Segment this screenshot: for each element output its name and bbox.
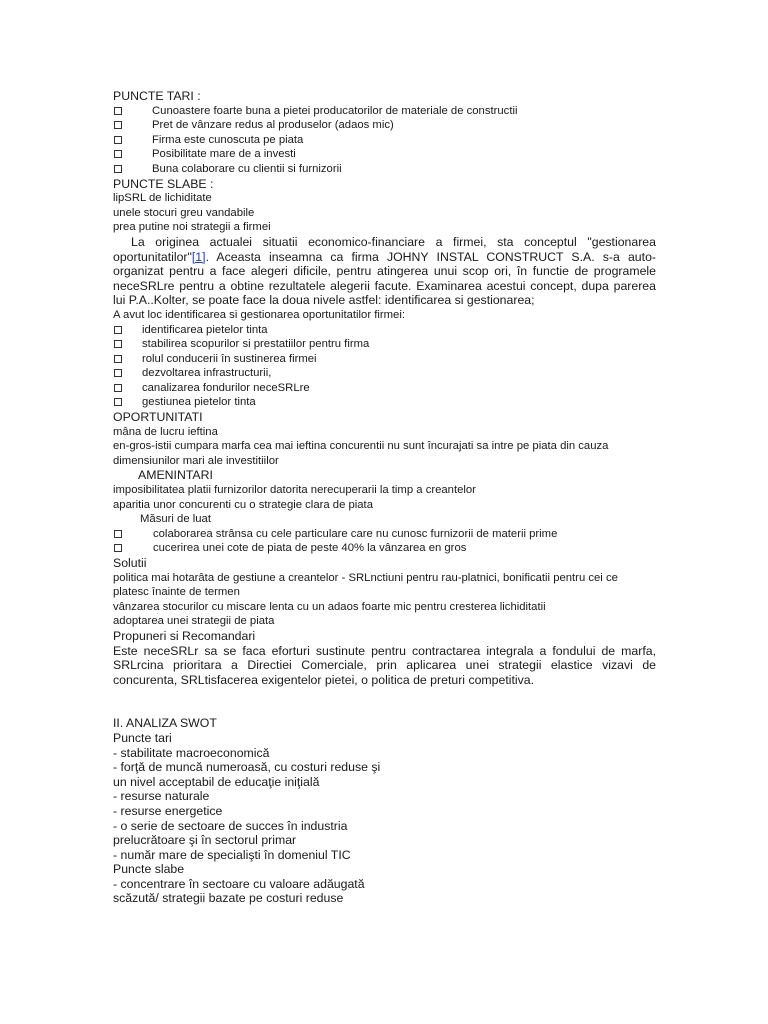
- checkbox-bullet-icon: [114, 530, 122, 538]
- strength-item: Buna colaborare cu clientii si furnizorii: [113, 162, 656, 177]
- checkbox-bullet-icon: [114, 121, 122, 129]
- swot-weakness-line: - concentrare în sectoare cu valoare adăugată: [113, 876, 365, 891]
- opportunities-title: OPORTUNITATI: [113, 410, 203, 425]
- strength-item: Firma este cunoscuta pe piata: [113, 133, 656, 148]
- checkbox-bullet-icon: [114, 326, 122, 334]
- spacer: [113, 687, 656, 716]
- solution-item: politica mai hotarâta de gestiune a creantelor - SRLnctiuni pentru rau-platnici, bonificatii pentru cei ce platesc înainte de termen: [113, 571, 618, 599]
- checkbox-bullet-icon: [114, 384, 122, 392]
- footnote-link[interactable]: [1]: [191, 249, 206, 264]
- checkbox-bullet-icon: [114, 544, 122, 552]
- identification-item: stabilirea scopurilor si prestatiilor pentru firma: [113, 337, 656, 352]
- swot-strengths-title: Puncte tari: [113, 730, 172, 745]
- checkbox-bullet-icon: [114, 355, 122, 363]
- swot-title: II. ANALIZA SWOT: [113, 716, 217, 731]
- checkbox-bullet-icon: [114, 136, 122, 144]
- checkbox-bullet-icon: [114, 398, 122, 406]
- proposals-title: Propuneri si Recomandari: [113, 628, 256, 643]
- checkbox-bullet-icon: [114, 150, 122, 158]
- checkbox-bullet-icon: [114, 340, 122, 348]
- proposals-paragraph: Este neceSRLr sa se faca eforturi sustinute pentru contractarea integrala a fondului de marfa, SRLrcina prioritara a Directiei Comerciale, prin aplicarea unei strategii elastice vizavi de concurenta, SRLtisfacerea exigentelor pietei, o politica de preturi competitiva.: [113, 643, 656, 687]
- document-page: [113, 89, 656, 906]
- weaknesses-title: PUNCTE SLABE :: [113, 176, 214, 191]
- threat-item: imposibilitatea platii furnizorilor datorita nerecuperarii la timp a creantelor: [113, 484, 476, 497]
- swot-weaknesses-title: Puncte slabe: [113, 862, 185, 877]
- weakness-item: unele stocuri greu vandabile: [113, 206, 255, 219]
- origin-paragraph: La originea actualei situatii economico-financiare a firmei, sta conceptul "gestionarea oportunitatilor"[1]. Aceasta inseamna ca firma JOHNY INSTAL CONSTRUCT S.A. s-a auto-organizat pentru a face alegeri dificile, pentru atingerea unui scop ori, în functie de programele neceSRLre pentru a obtine rezultatele alegerii facute. Examinarea acestui concept, dupa parerea lui P.A..Kolter, se poate face la doua nivele astfel: identificarea si gestionarea;: [113, 234, 656, 308]
- swot-strength-line: - stabilitate macroeconomică: [113, 745, 270, 760]
- identification-intro: A avut loc identificarea si gestionarea oportunitatilor firmei:: [113, 308, 405, 321]
- solutions-title: Solutii: [113, 556, 147, 570]
- threat-item: aparitia unor concurenti cu o strategie clara de piata: [113, 498, 373, 511]
- measure-item: cucerirea unei cote de piata de peste 40% la vânzarea en gros: [113, 541, 656, 556]
- swot-strength-line: - număr mare de specialişti în domeniul TIC: [113, 847, 351, 862]
- strength-item: Posibilitate mare de a investi: [113, 147, 656, 162]
- strengths-title: PUNCTE TARI :: [113, 89, 201, 103]
- strength-item: Pret de vânzare redus al produselor (adaos mic): [113, 118, 656, 133]
- swot-strength-line: - forţă de muncă numeroasă, cu costuri reduse şi: [113, 760, 381, 775]
- checkbox-bullet-icon: [114, 369, 122, 377]
- strength-item: Cunoastere foarte buna a pietei producatorilor de materiale de constructii: [113, 104, 656, 119]
- swot-weakness-line: scăzută/ strategii bazate pe costuri reduse: [113, 891, 344, 906]
- identification-item: identificarea pietelor tinta: [113, 323, 656, 338]
- measure-item: colaborarea strânsa cu cele particulare care nu cunosc furnizorii de materii prime: [113, 527, 656, 542]
- swot-strength-line: - resurse energetice: [113, 803, 223, 818]
- checkbox-bullet-icon: [114, 165, 122, 173]
- checkbox-bullet-icon: [114, 107, 122, 115]
- solution-item: adoptarea unei strategii de piata: [113, 615, 275, 628]
- weakness-item: lipSRL de lichiditate: [113, 192, 212, 205]
- measures-title: Măsuri de luat: [140, 513, 211, 526]
- solution-item: vânzarea stocurilor cu miscare lenta cu un adaos foarte mic pentru cresterea lichiditatii: [113, 600, 546, 613]
- swot-strength-line: - o serie de sectoare de succes în industria: [113, 818, 348, 833]
- opportunity-item: en-gros-istii cumpara marfa cea mai ieftina concurentii nu sunt încurajati sa intre pe piata din cauza dimensiunilor mari ale investitiilor: [113, 440, 609, 467]
- opportunity-item: mâna de lucru ieftina: [113, 425, 218, 438]
- threats-title: AMENINTARI: [138, 468, 213, 483]
- identification-item: canalizarea fondurilor neceSRLre: [113, 381, 656, 396]
- swot-strength-line: un nivel acceptabil de educaţie iniţială: [113, 774, 320, 789]
- swot-strength-line: prelucrătoare şi în sectorul primar: [113, 833, 297, 848]
- swot-strength-line: - resurse naturale: [113, 789, 210, 804]
- identification-item: gestiunea pietelor tinta: [113, 395, 656, 410]
- weakness-item: prea putine noi strategii a firmei: [113, 221, 271, 234]
- identification-item: rolul conducerii în sustinerea firmei: [113, 352, 656, 367]
- identification-item: dezvoltarea infrastructurii,: [113, 366, 656, 381]
